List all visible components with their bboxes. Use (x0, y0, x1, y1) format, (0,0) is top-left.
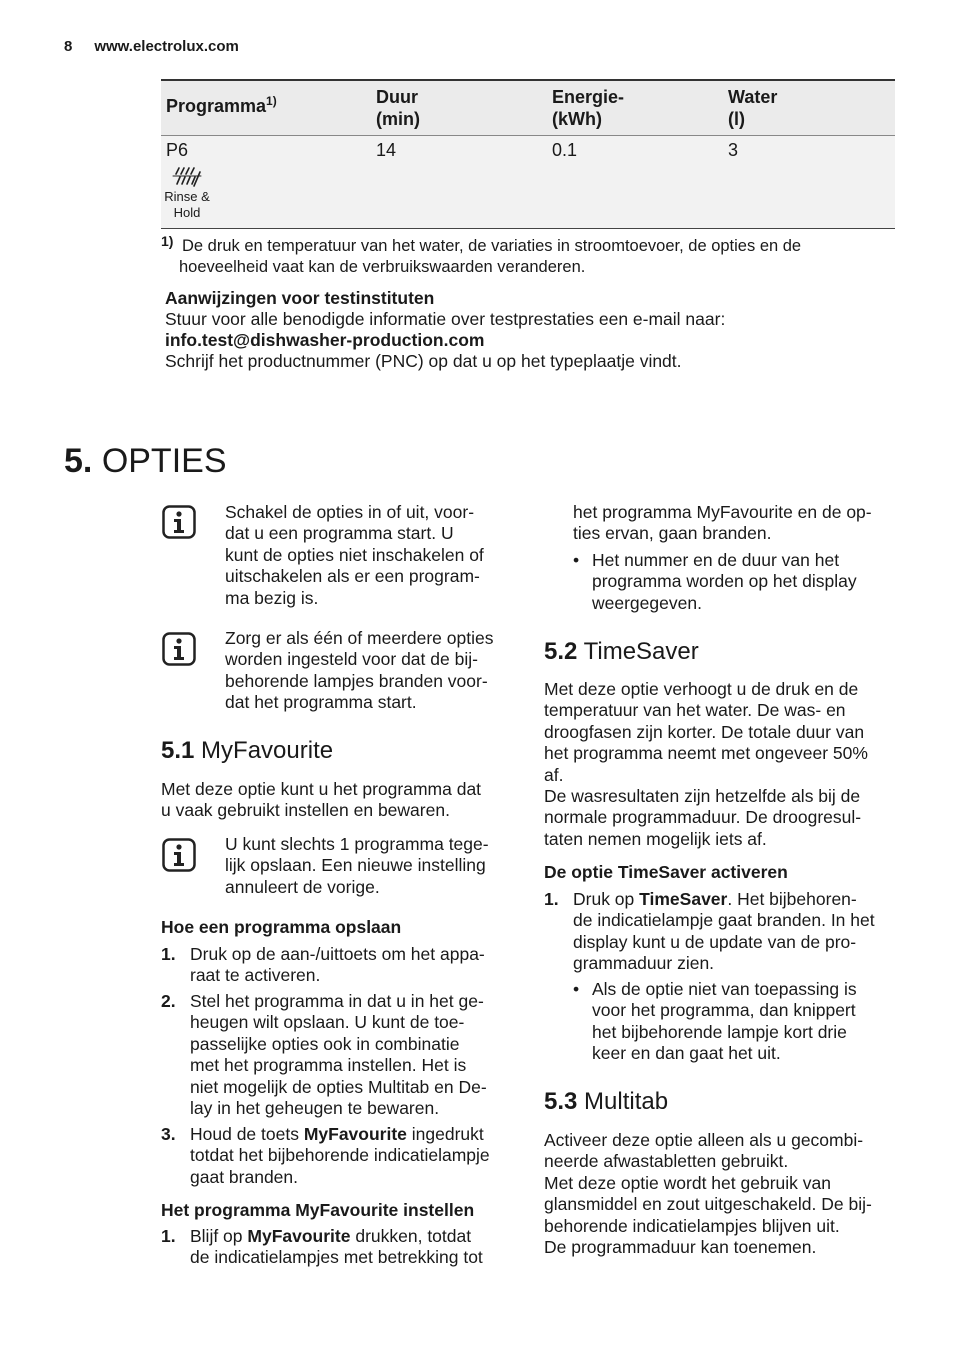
info-icon (162, 838, 196, 872)
table-row (161, 136, 895, 229)
footnote-mark: 1) (161, 233, 174, 249)
page-number: 8 (64, 38, 73, 55)
info-icon (162, 632, 196, 666)
section-title: 5. OPTIES (64, 442, 227, 480)
note-email: info.test@dishwasher-production.com (165, 330, 485, 350)
subheading-set: Het programma MyFavourite instellen (161, 1200, 475, 1220)
info-text-2: Zorg er als één of meerdere opties worden ingesteld voor dat de bij- behorende lampjes branden voor- dat het programma start. (225, 628, 494, 713)
info-text-1: Schakel de opties in of uit, voor- dat u een programma start. U kunt de opties niet inschakelen of uitschakelen als er een program- ma bezig is. (225, 502, 484, 608)
col-header-water: Water (l) (728, 87, 778, 129)
cell-program: P6 (166, 140, 189, 160)
table-header-row (161, 79, 895, 136)
col-header-energie: Energie- (kWh) (552, 87, 625, 129)
heading-5-3: 5.3 Multitab (544, 1088, 669, 1115)
heading-5-1: 5.1 MyFavourite (161, 737, 334, 764)
col-header-programma: Programma$^{1)}$ (166, 94, 277, 116)
note-line2: Schrijf het productnummer (PNC) op dat u op het typeplaatje vindt. (165, 351, 682, 371)
myfavourite-intro: Met deze optie kunt u het programma dat u vaak gebruikt instellen en bewaren. (161, 779, 482, 821)
rinse-hold-icon (171, 166, 203, 190)
col-header-duur: Duur (min) (376, 87, 420, 129)
site-url: www.electrolux.com (94, 38, 239, 55)
heading-5-2: 5.2 TimeSaver (544, 638, 699, 665)
cell-energy: 0.1 (552, 140, 578, 160)
test-institute-note (165, 288, 885, 372)
subheading-timesaver: De optie TimeSaver activeren (544, 862, 788, 882)
note-line1: Stuur voor alle benodigde informatie over testprestaties een e-mail naar: (165, 309, 726, 329)
myfavourite-continued: het programma MyFavourite en de op- ties ervan, gaan branden. (573, 502, 872, 544)
footnote-text: De druk en temperatuur van het water, de variaties in stroomtoevoer, de opties en de hoeveelheid vaat kan de verbruikswaarden veranderen. (179, 237, 802, 276)
subheading-save: Hoe een programma opslaan (161, 917, 402, 937)
timesaver-description: Met deze optie verhoogt u de druk en de temperatuur van het water. De was- en droogfasen zijn korter. De totale duur van het programma neemt met ongeveer 50% af. De wasresultaten zijn hetzelfde als bij de normale programmaduur. De droogresul- taten nemen mogelijk iets af. (544, 679, 868, 849)
rinse-hold-label: Rinse & Hold (164, 189, 210, 220)
info-text-3: U kunt slechts 1 programma tege- lijk opslaan. Een nieuwe instelling annuleert de vorige. (225, 834, 489, 897)
cell-water: 3 (728, 140, 739, 160)
info-icon (162, 505, 196, 539)
multitab-description: Activeer deze optie alleen als u gecombi- neerde afwastabletten gebruikt. Met deze optie wordt het gebruik van glansmiddel en zout uitgeschakeld. De bij- behorende indicatielampjes blijven uit. De programmaduur kan toenemen. (544, 1130, 872, 1258)
note-title: Aanwijzingen voor testinstituten (165, 288, 435, 308)
cell-duration: 14 (376, 140, 397, 160)
page-header (64, 38, 239, 55)
consumption-table (161, 79, 895, 229)
